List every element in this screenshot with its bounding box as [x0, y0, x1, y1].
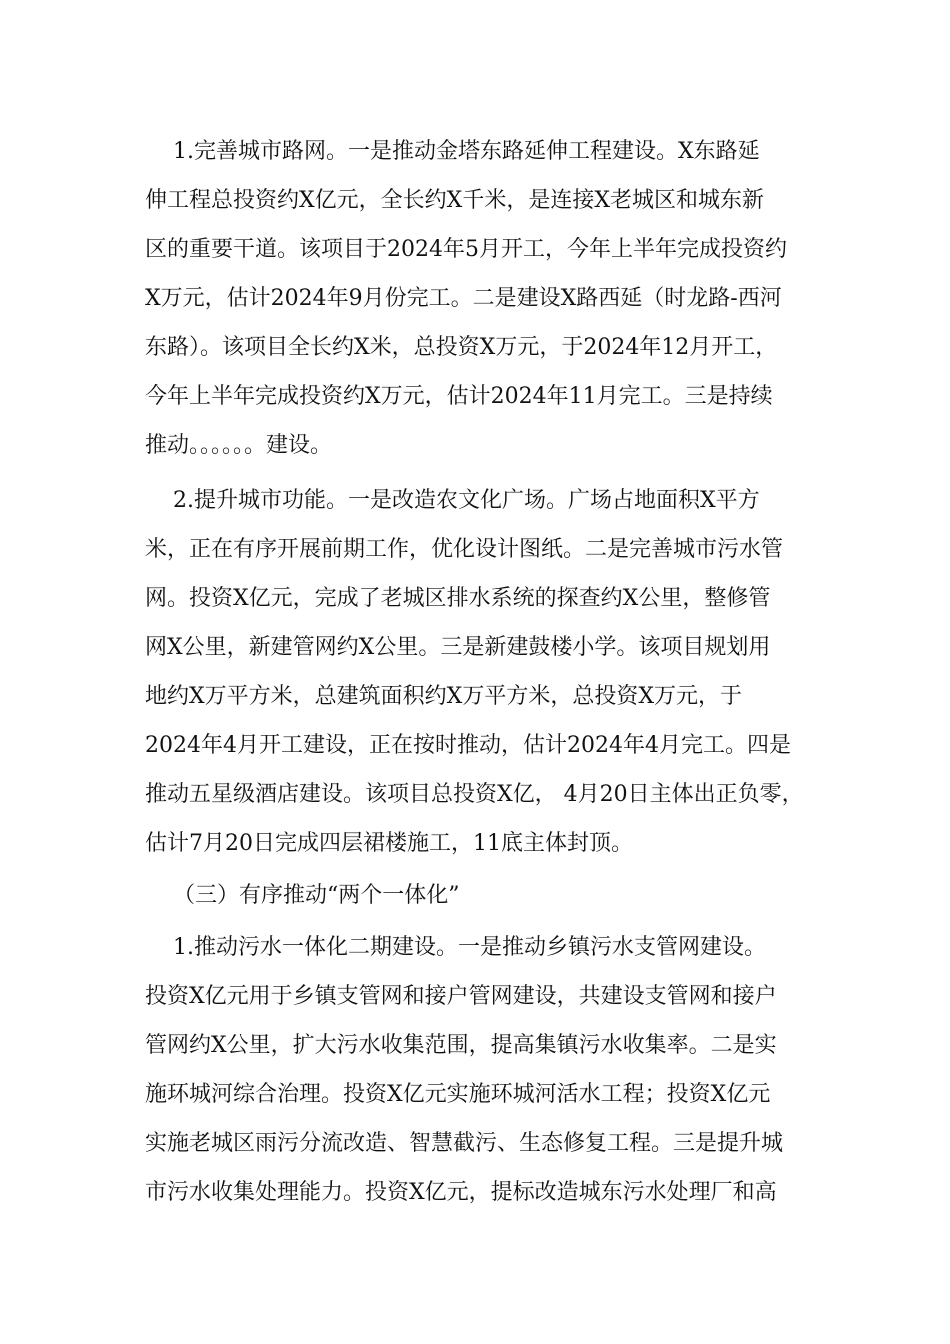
text-line: X万元，估计2024年9月份完工。二是建设X路西延（时龙路-西河	[145, 286, 782, 311]
text-line: 伸工程总投资约X亿元，全长约X千米，是连接X老城区和城东新	[145, 188, 764, 213]
text-line: 2024年4月开工建设，正在按时推动，估计2024年4月完工。四是	[145, 733, 791, 758]
text-line: 区的重要干道。该项目于2024年5月开工，今年上半年完成投资约	[145, 237, 787, 262]
text-line: 1.完善城市路网。一是推动金塔东路延伸工程建设。X东路延	[145, 139, 760, 164]
text-line: 推动五星级酒店建设。该项目总投资X亿， 4月20日主体出正负零，	[145, 782, 804, 807]
text-line: 米，正在有序开展前期工作，优化设计图纸。二是完善城市污水管	[145, 537, 784, 562]
text-line: 网X公里，新建管网约X公里。三是新建鼓楼小学。该项目规划用	[145, 635, 771, 660]
text-line: 东路）。该项目全长约X米，总投资X万元，于2024年12月开工，	[145, 335, 778, 360]
text-line: 1.推动污水一体化二期建设。一是推动乡镇污水支管网建设。	[145, 935, 766, 960]
text-line: 实施老城区雨污分流改造、智慧截污、生态修复工程。三是提升城	[145, 1131, 784, 1156]
section-heading: （三）有序推动“两个一体化”	[145, 883, 460, 908]
text-line: 2.提升城市功能。一是改造农文化广场。广场占地面积X平方	[145, 488, 760, 513]
text-line: 推动。。。。。。建设。	[145, 433, 333, 458]
text-line: 今年上半年完成投资约X万元，估计2024年11月完工。三是持续	[145, 384, 773, 409]
text-line: 估计7月20日完成四层裙楼施工，11底主体封顶。	[145, 831, 633, 856]
text-line: 地约X万平方米，总建筑面积约X万平方米，总投资X万元，于	[145, 684, 742, 709]
text-line: 网。投资X亿元，完成了老城区排水系统的探查约X公里，整修管	[145, 586, 771, 611]
text-line: 管网约X公里，扩大污水收集范围，提高集镇污水收集率。二是实	[145, 1033, 777, 1058]
text-line: 施环城河综合治理。投资X亿元实施环城河活水工程；投资X亿元	[145, 1082, 771, 1107]
text-line: 投资X亿元用于乡镇支管网和接户管网建设，共建设支管网和接户	[145, 984, 777, 1009]
text-line: 市污水收集处理能力。投资X亿元，提标改造城东污水处理厂和高	[145, 1180, 777, 1205]
